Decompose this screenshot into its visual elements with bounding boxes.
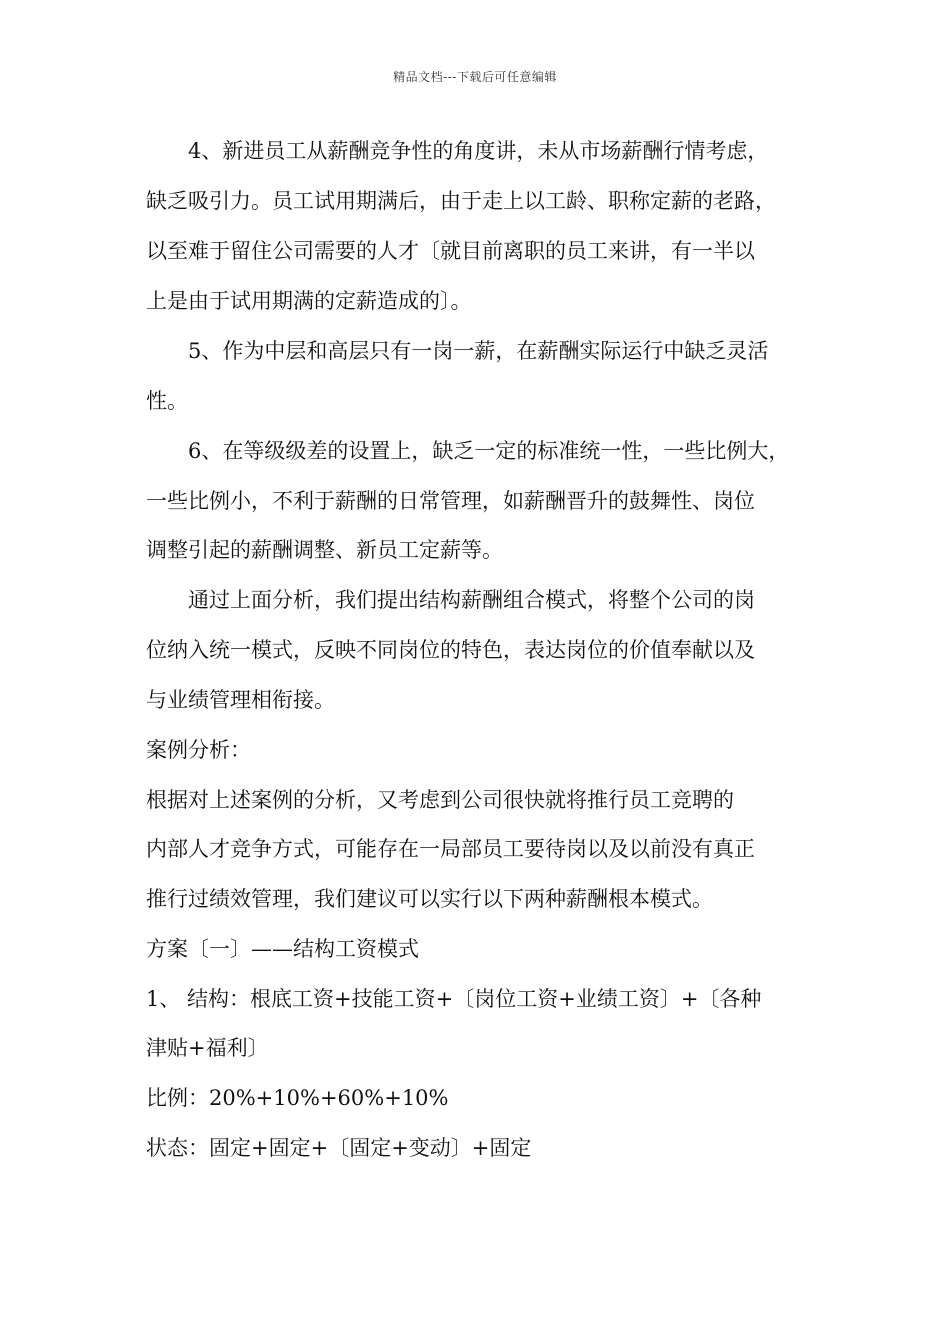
text-line: 推行过绩效管理，我们建议可以实行以下两种薪酬根本模式。 — [146, 887, 713, 911]
text-line: 根据对上述案例的分析，又考虑到公司很快就将推行员工竞聘的 — [146, 788, 734, 812]
text-line: 一些比例小，不利于薪酬的日常管理，如薪酬晋升的鼓舞性、岗位 — [146, 489, 755, 513]
page-header: 精品文档---下载后可任意编辑 — [393, 70, 557, 84]
section-heading: 方案〔一〕——结构工资模式 — [146, 937, 419, 961]
text-line: 内部人才竞争方式，可能存在一局部员工要待岗以及以前没有真正 — [146, 837, 755, 861]
text-line: 6、在等级级差的设置上，缺乏一定的标准统一性，一些比例大， — [146, 439, 790, 463]
text-line: 以至难于留住公司需要的人才〔就目前离职的员工来讲，有一半以 — [146, 239, 755, 263]
text-line: 4、新进员工从薪酬竞争性的角度讲，未从市场薪酬行情考虑， — [146, 139, 769, 163]
text-line: 缺乏吸引力。员工试用期满后，由于走上以工龄、职称定薪的老路， — [146, 189, 776, 213]
section-heading: 案例分析： — [146, 738, 251, 762]
text-line: 5、作为中层和高层只有一岗一薪，在薪酬实际运行中缺乏灵活 — [146, 339, 769, 363]
text-line: 位纳入统一模式，反映不同岗位的特色，表达岗位的价值奉献以及 — [146, 638, 755, 662]
text-line: 比例：20%+10%+60%+10% — [146, 1086, 449, 1110]
text-line: 上是由于试用期满的定薪造成的〕。 — [146, 289, 472, 313]
text-line: 状态：固定+固定+〔固定+变动〕+固定 — [146, 1136, 532, 1160]
text-line: 性。 — [146, 389, 188, 413]
text-line: 与业绩管理相衔接。 — [146, 688, 335, 712]
text-line: 通过上面分析，我们提出结构薪酬组合模式，将整个公司的岗 — [146, 588, 755, 612]
text-line: 津贴+福利〕 — [146, 1036, 269, 1060]
text-line: 1、 结构：根底工资+技能工资+〔岗位工资+业绩工资〕+〔各种 — [146, 987, 762, 1011]
text-line: 调整引起的薪酬调整、新员工定薪等。 — [146, 538, 503, 562]
